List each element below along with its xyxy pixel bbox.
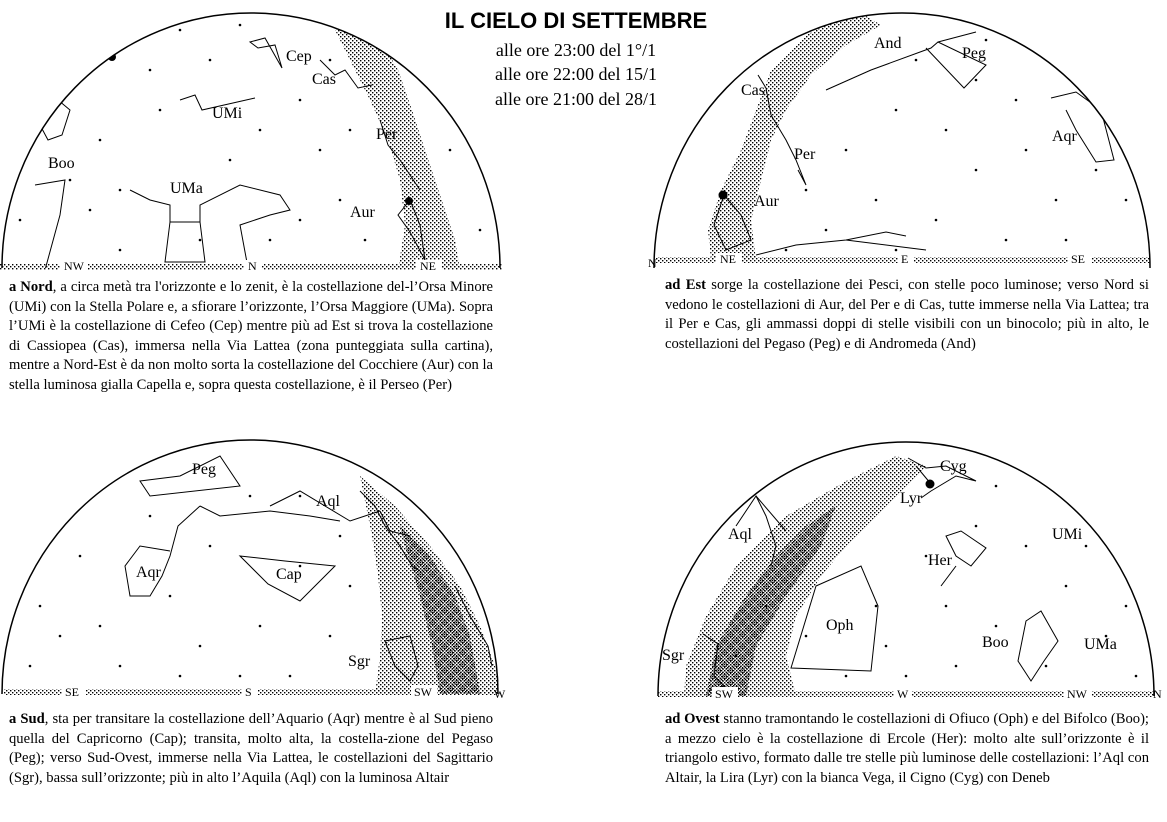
direction-s: S xyxy=(245,685,252,699)
description-north-body: , a circa metà tra l'orizzonte e lo zenit, è la costellazione del-l’Orsa Minore (UMi) con la Stella Polare e, a sfiorare l’orizzonte, l’Orsa Maggiore (UMa). Sopra l’UMi è la costellazione di Cefeo (Cep) mentre più ad Est si trova la costellazione di Cassiopea (Cas), immersa nella Via Lattea (zona punteggiata sulla cartina), mentre a Nord-Est è da non molto sorta la costellazione del Cocchiere (Aur) con la stella luminosa gialla Capella e, sopra questa costellazione, è il Perseo (Per) xyxy=(9,279,493,393)
label-uma: UMa xyxy=(1084,636,1117,653)
direction-nw: NW xyxy=(64,259,84,273)
description-south-body: , sta per transitare la costellazione dell’Aquario (Aqr) mentre è al Sud pieno quella del Capricorno (Cap); transita, molto alta, la costella-zione del Pegaso (Peg); verso Sud-Ovest, immerse nella Via Lattea, le costellazioni del Sagittario (Sgr), bassa sull’orizzonte; più in alto l’Aquila (Aql) con la luminosa Altair xyxy=(9,711,494,786)
description-east xyxy=(665,276,1149,354)
label-cep: Cep xyxy=(286,48,312,65)
label-aur: Aur xyxy=(754,193,779,210)
direction-sw: SW xyxy=(715,687,733,701)
label-sgr: Sgr xyxy=(348,653,371,670)
label-aql: Aql xyxy=(728,526,752,543)
background-stars xyxy=(29,495,352,678)
label-cyg: Cyg xyxy=(940,458,967,475)
direction-n: N xyxy=(248,259,257,273)
sky-map-north xyxy=(0,0,510,276)
label-aql: Aql xyxy=(316,493,340,510)
direction-w: W xyxy=(897,687,909,701)
label-boo: Boo xyxy=(982,634,1009,651)
label-peg: Peg xyxy=(192,461,216,478)
description-north-lead: a Nord xyxy=(9,279,53,295)
label-and: And xyxy=(874,35,902,52)
description-west xyxy=(665,710,1149,788)
time-line-1: alle ore 23:00 del 1°/1 xyxy=(495,40,657,60)
direction-ne: NE xyxy=(420,259,436,273)
description-east-body: sorge la costellazione dei Pesci, con stelle poco luminose; verso Nord si vedono le costellazioni di Aur, del Per e di Cas, tutte immerse nella Via Lattea; tra il Per e Cas, gli ammassi doppi di stelle visibili con un binocolo; più in alto, le costellazioni del Pegaso (Peg) e di Andromeda (And) xyxy=(665,277,1149,352)
label-umi: UMi xyxy=(212,105,243,122)
label-sgr: Sgr xyxy=(662,647,685,664)
description-north xyxy=(9,278,493,395)
time-line-2: alle ore 22:00 del 15/1 xyxy=(495,64,657,84)
milky-way xyxy=(708,10,881,260)
label-aur: Aur xyxy=(350,204,375,221)
direction-w: W xyxy=(494,687,506,701)
label-cap: Cap xyxy=(276,566,302,583)
label-cas: Cas xyxy=(312,71,336,88)
direction-n: N xyxy=(648,256,657,270)
vega-star xyxy=(926,480,935,489)
label-umi: UMi xyxy=(1052,526,1083,543)
label-uma: UMa xyxy=(170,180,203,197)
direction-ne: NE xyxy=(720,252,736,266)
page-title: IL CIELO DI SETTEMBRE xyxy=(444,8,708,33)
direction-se: SE xyxy=(1071,252,1086,266)
label-per: Per xyxy=(794,146,816,163)
label-cas: Cas xyxy=(741,82,765,99)
direction-se: SE xyxy=(65,685,80,699)
capella-star xyxy=(405,197,413,205)
label-aqr: Aqr xyxy=(136,564,161,581)
sky-map-south xyxy=(0,436,510,706)
time-line-3: alle ore 21:00 del 28/1 xyxy=(495,89,657,109)
label-aqr: Aqr xyxy=(1052,128,1077,145)
description-west-lead: ad Ovest xyxy=(665,711,720,727)
description-west-body: stanno tramontando le costellazioni di Ofiuco (Oph) e del Bifolco (Boo); a mezzo cielo è la costellazione di Ercole (Her): molto alte sull’orizzonte è il triangolo estivo, formato dalle tre stelle più luminose delle costellazioni: l’Aql con Altair, la Lira (Lyr) con la bianca Vega, il Cigno (Cyg) con Deneb xyxy=(665,711,1149,786)
label-oph: Oph xyxy=(826,617,854,634)
label-per: Per xyxy=(376,126,398,143)
direction-nw: NW xyxy=(1067,687,1087,701)
direction-sw: SW xyxy=(414,685,432,699)
direction-n: N xyxy=(1153,687,1162,701)
milky-way xyxy=(335,10,460,270)
description-south-lead: a Sud xyxy=(9,711,45,727)
label-her: Her xyxy=(928,552,952,569)
sky-map-east xyxy=(646,0,1167,276)
description-south xyxy=(9,710,493,788)
sky-map-west xyxy=(646,436,1167,706)
label-lyr: Lyr xyxy=(900,490,923,507)
capella-star xyxy=(719,191,728,200)
background-stars xyxy=(785,39,1128,252)
label-peg: Peg xyxy=(962,45,986,62)
label-boo: Boo xyxy=(48,155,75,172)
description-east-lead: ad Est xyxy=(665,277,706,293)
direction-e: E xyxy=(901,252,909,266)
